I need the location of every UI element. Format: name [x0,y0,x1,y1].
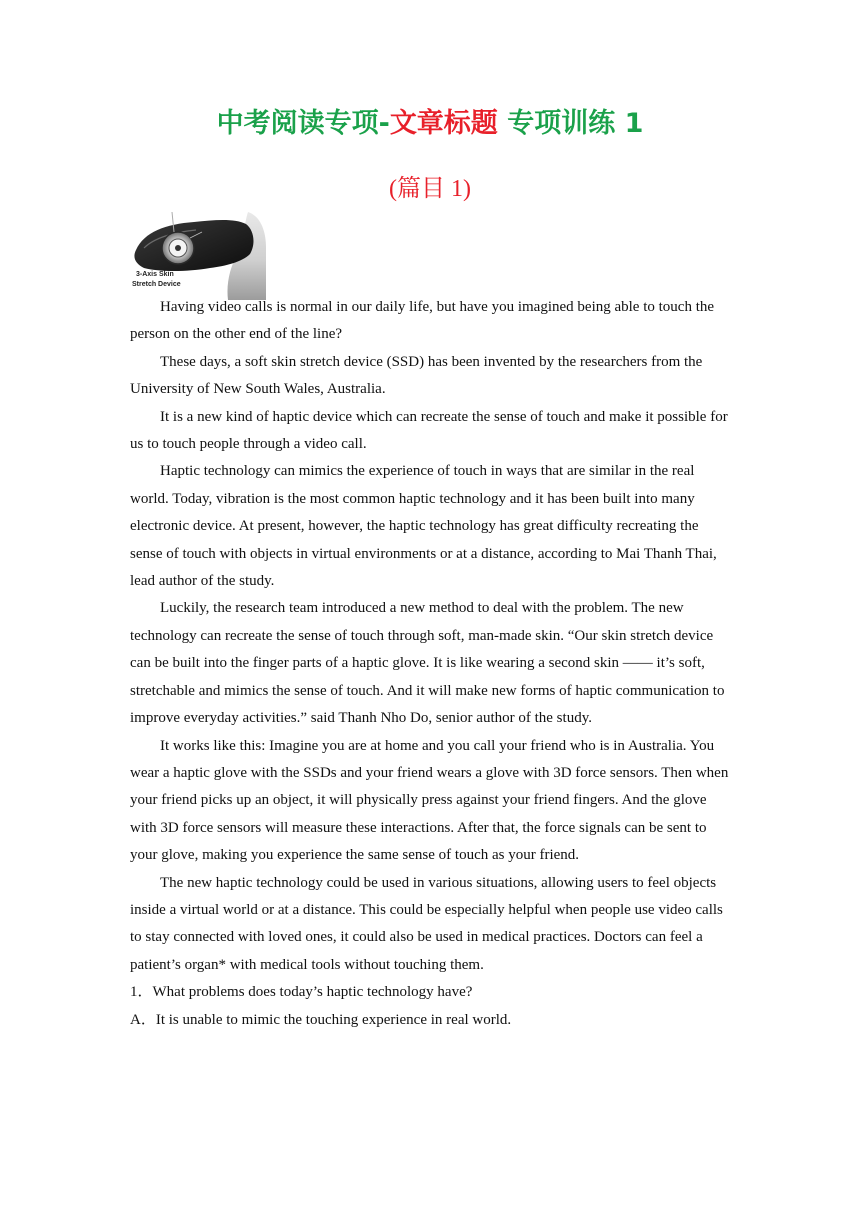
title-part-2: 文章标题 [389,108,498,139]
paragraph: Haptic technology can mimics the experience of touch in ways that are similar in the real world. Today, vibration is the most common haptic technology and it has been built into many electronic device. At present, however, the haptic technology has great difficulty recreating the sense of touch with objects in virtual environments or at a distance, according to Mai Thanh Thai, lead author of the study. [130,463,717,590]
page-title [0,104,860,144]
paragraph: It is a new kind of haptic device which can recreate the sense of touch and make it possible for us to touch people through a video call. [130,408,728,453]
image-caption-line-1: 3-Axis Skin [136,271,174,278]
paragraph: Luckily, the research team introduced a new method to deal with the problem. The new technology can recreate the sense of touch through soft, man-made skin. “Our skin stretch device can be built into the finger parts of a haptic glove. It is like wearing a second skin —— it’s soft, stretchable and mimics the sense of touch. And it will make new forms of haptic communication to improve everyday activities.” said Thanh Nho Do, senior author of the study. [130,600,725,727]
title-part-1: 中考阅读专项- [216,108,390,139]
question-option-a: A．It is unable to mimic the touching experience in real world. [130,1011,512,1028]
page-subtitle: (篇目 1) [389,176,471,202]
title-part-3: 专项训练 1 [497,108,644,139]
image-caption-line-2: Stretch Device [132,281,181,288]
question-stem: 1．What problems does today’s haptic technology have? [130,984,473,1001]
article-image [130,210,266,300]
paragraph: The new haptic technology could be used in various situations, allowing users to feel objects inside a virtual world or at a distance. This could be especially helpful when people use video calls to stay connected with loved ones, it could also be used in medical practices. Doctors can feel a patient’s organ* with medical tools without touching them. [130,874,723,973]
skin-stretch-device-image [130,210,266,300]
paragraph: These days, a soft skin stretch device (SSD) has been invented by the researchers from the University of New South Wales, Australia. [130,353,703,398]
article-body [130,294,730,1034]
paragraph: It works like this: Imagine you are at home and you call your friend who is in Australia. You wear a haptic glove with the SSDs and your friend wears a glove with 3D force sensors. Then when your friend picks up an object, it will physically press against your friend fingers. And the glove with 3D force sensors will measure these interactions. After that, the force signals can be sent to your glove, making you experience the same sense of touch as your friend. [130,737,729,864]
paragraph: Having video calls is normal in our daily life, but have you imagined being able to touch the person on the other end of the line? [130,299,715,343]
